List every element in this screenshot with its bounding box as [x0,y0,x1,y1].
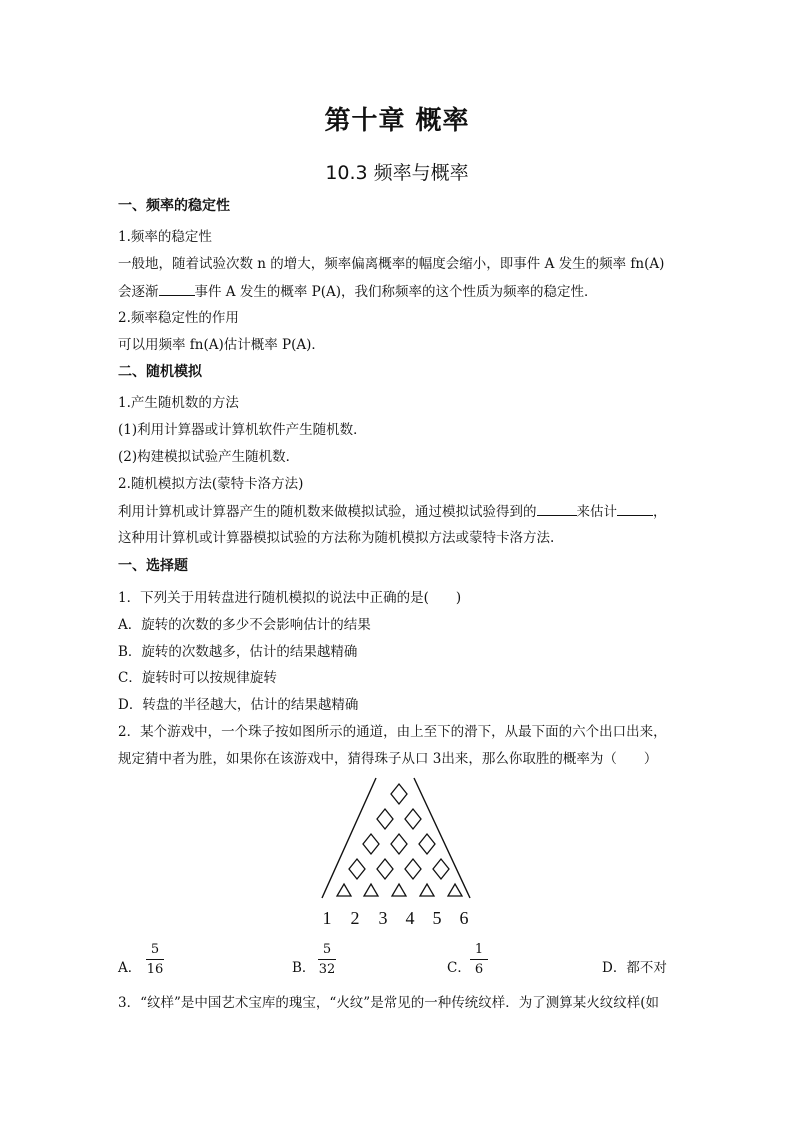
question-1-option-d: D．转盘的半径越大，估计的结果越精确 [118,697,359,713]
paragraph-monte-carlo-2: 这种用计算机或计算器模拟试验的方法称为随机模拟方法或蒙特卡洛方法. [118,530,555,546]
numerator: 1 [474,942,484,957]
chapter-title: 第十章 概率 [324,106,470,136]
subheading-random-methods: 1.产生随机数的方法 [118,395,239,411]
question-2-option-c-fraction [470,942,488,977]
paragraph-monte-carlo-1 [118,503,667,520]
denominator: 6 [474,962,484,977]
exit-label: 5 [432,908,442,928]
subheading-stability: 1.频率的稳定性 [118,229,212,245]
question-2-stem-line-2: 规定猜中者为胜，如果你在该游戏中，猜得珠子从口 3出来，那么你取胜的概率为（ ） [118,751,658,767]
question-1-option-b: B．旋转的次数越多，估计的结果越精确 [118,644,358,660]
question-1-option-c: C．旋转时可以按规律旋转 [118,670,277,686]
question-2-option-d: D．都不对 [602,960,667,976]
paragraph-stability-2 [118,283,598,300]
bead-channel-diagram [310,774,480,930]
section-heading-stability: 一、频率的稳定性 [118,198,230,214]
question-2-option-c-label: C． [447,960,471,976]
paragraph-usage: 可以用频率 fn(A)估计概率 P(A)． [118,337,325,353]
paragraph-part: 利用计算机或计算器产生的随机数来做模拟试验，通过模拟试验得到的 [118,504,537,520]
question-2-option-a-label: A． [118,960,142,976]
fill-blank [159,283,195,296]
paragraph-part: 来估计 [576,504,617,520]
section-title: 10.3 频率与概率 [325,162,469,184]
question-3-stem: 3．“纹样”是中国艺术宝库的瑰宝，“火纹”是常见的一种传统纹样．为了测算某火纹纹样(如 [118,995,659,1011]
exit-label: 3 [378,908,388,928]
fraction-bar [470,959,488,960]
fill-blank [617,503,653,516]
denominator: 16 [146,962,164,977]
numerator: 5 [150,942,160,957]
exit-label: 6 [459,908,469,928]
question-2-option-a-fraction [146,942,164,977]
paragraph-stability-1: 一般地，随着试验次数 n 的增大，频率偏离概率的幅度会缩小，即事件 A 发生的频率 fn(A) [118,256,665,272]
exit-label: 4 [405,908,415,928]
question-1-stem: 1．下列关于用转盘进行随机模拟的说法中正确的是( ) [118,590,462,606]
subheading-monte-carlo: 2.随机模拟方法(蒙特卡洛方法) [118,476,304,492]
question-2-option-b-fraction [318,942,336,977]
paragraph-part: ， [653,504,667,520]
section-heading-choice: 一、选择题 [118,558,188,574]
question-1-option-a: A．旋转的次数的多少不会影响估计的结果 [118,617,371,633]
numerator: 5 [322,942,332,957]
fraction-bar [146,959,164,960]
method-item-2: (2)构建模拟试验产生随机数． [118,449,300,465]
method-item-1: (1)利用计算器或计算机软件产生随机数． [118,422,367,438]
exit-label: 1 [322,908,332,928]
fill-blank [537,503,577,516]
paragraph-part: 会逐渐 [118,284,159,300]
question-2-stem-line-1: 2．某个游戏中，一个珠子按如图所示的通道，由上至下的滑下，从最下面的六个出口出来， [118,724,667,740]
section-heading-simulation: 二、随机模拟 [118,364,202,380]
denominator: 32 [318,962,336,977]
fraction-bar [318,959,336,960]
exit-label: 2 [350,908,360,928]
subheading-usage: 2.频率稳定性的作用 [118,310,239,326]
paragraph-part: 事件 A 发生的概率 P(A)，我们称频率的这个性质为频率的稳定性． [194,284,598,300]
question-2-option-b-label: B． [292,960,316,976]
